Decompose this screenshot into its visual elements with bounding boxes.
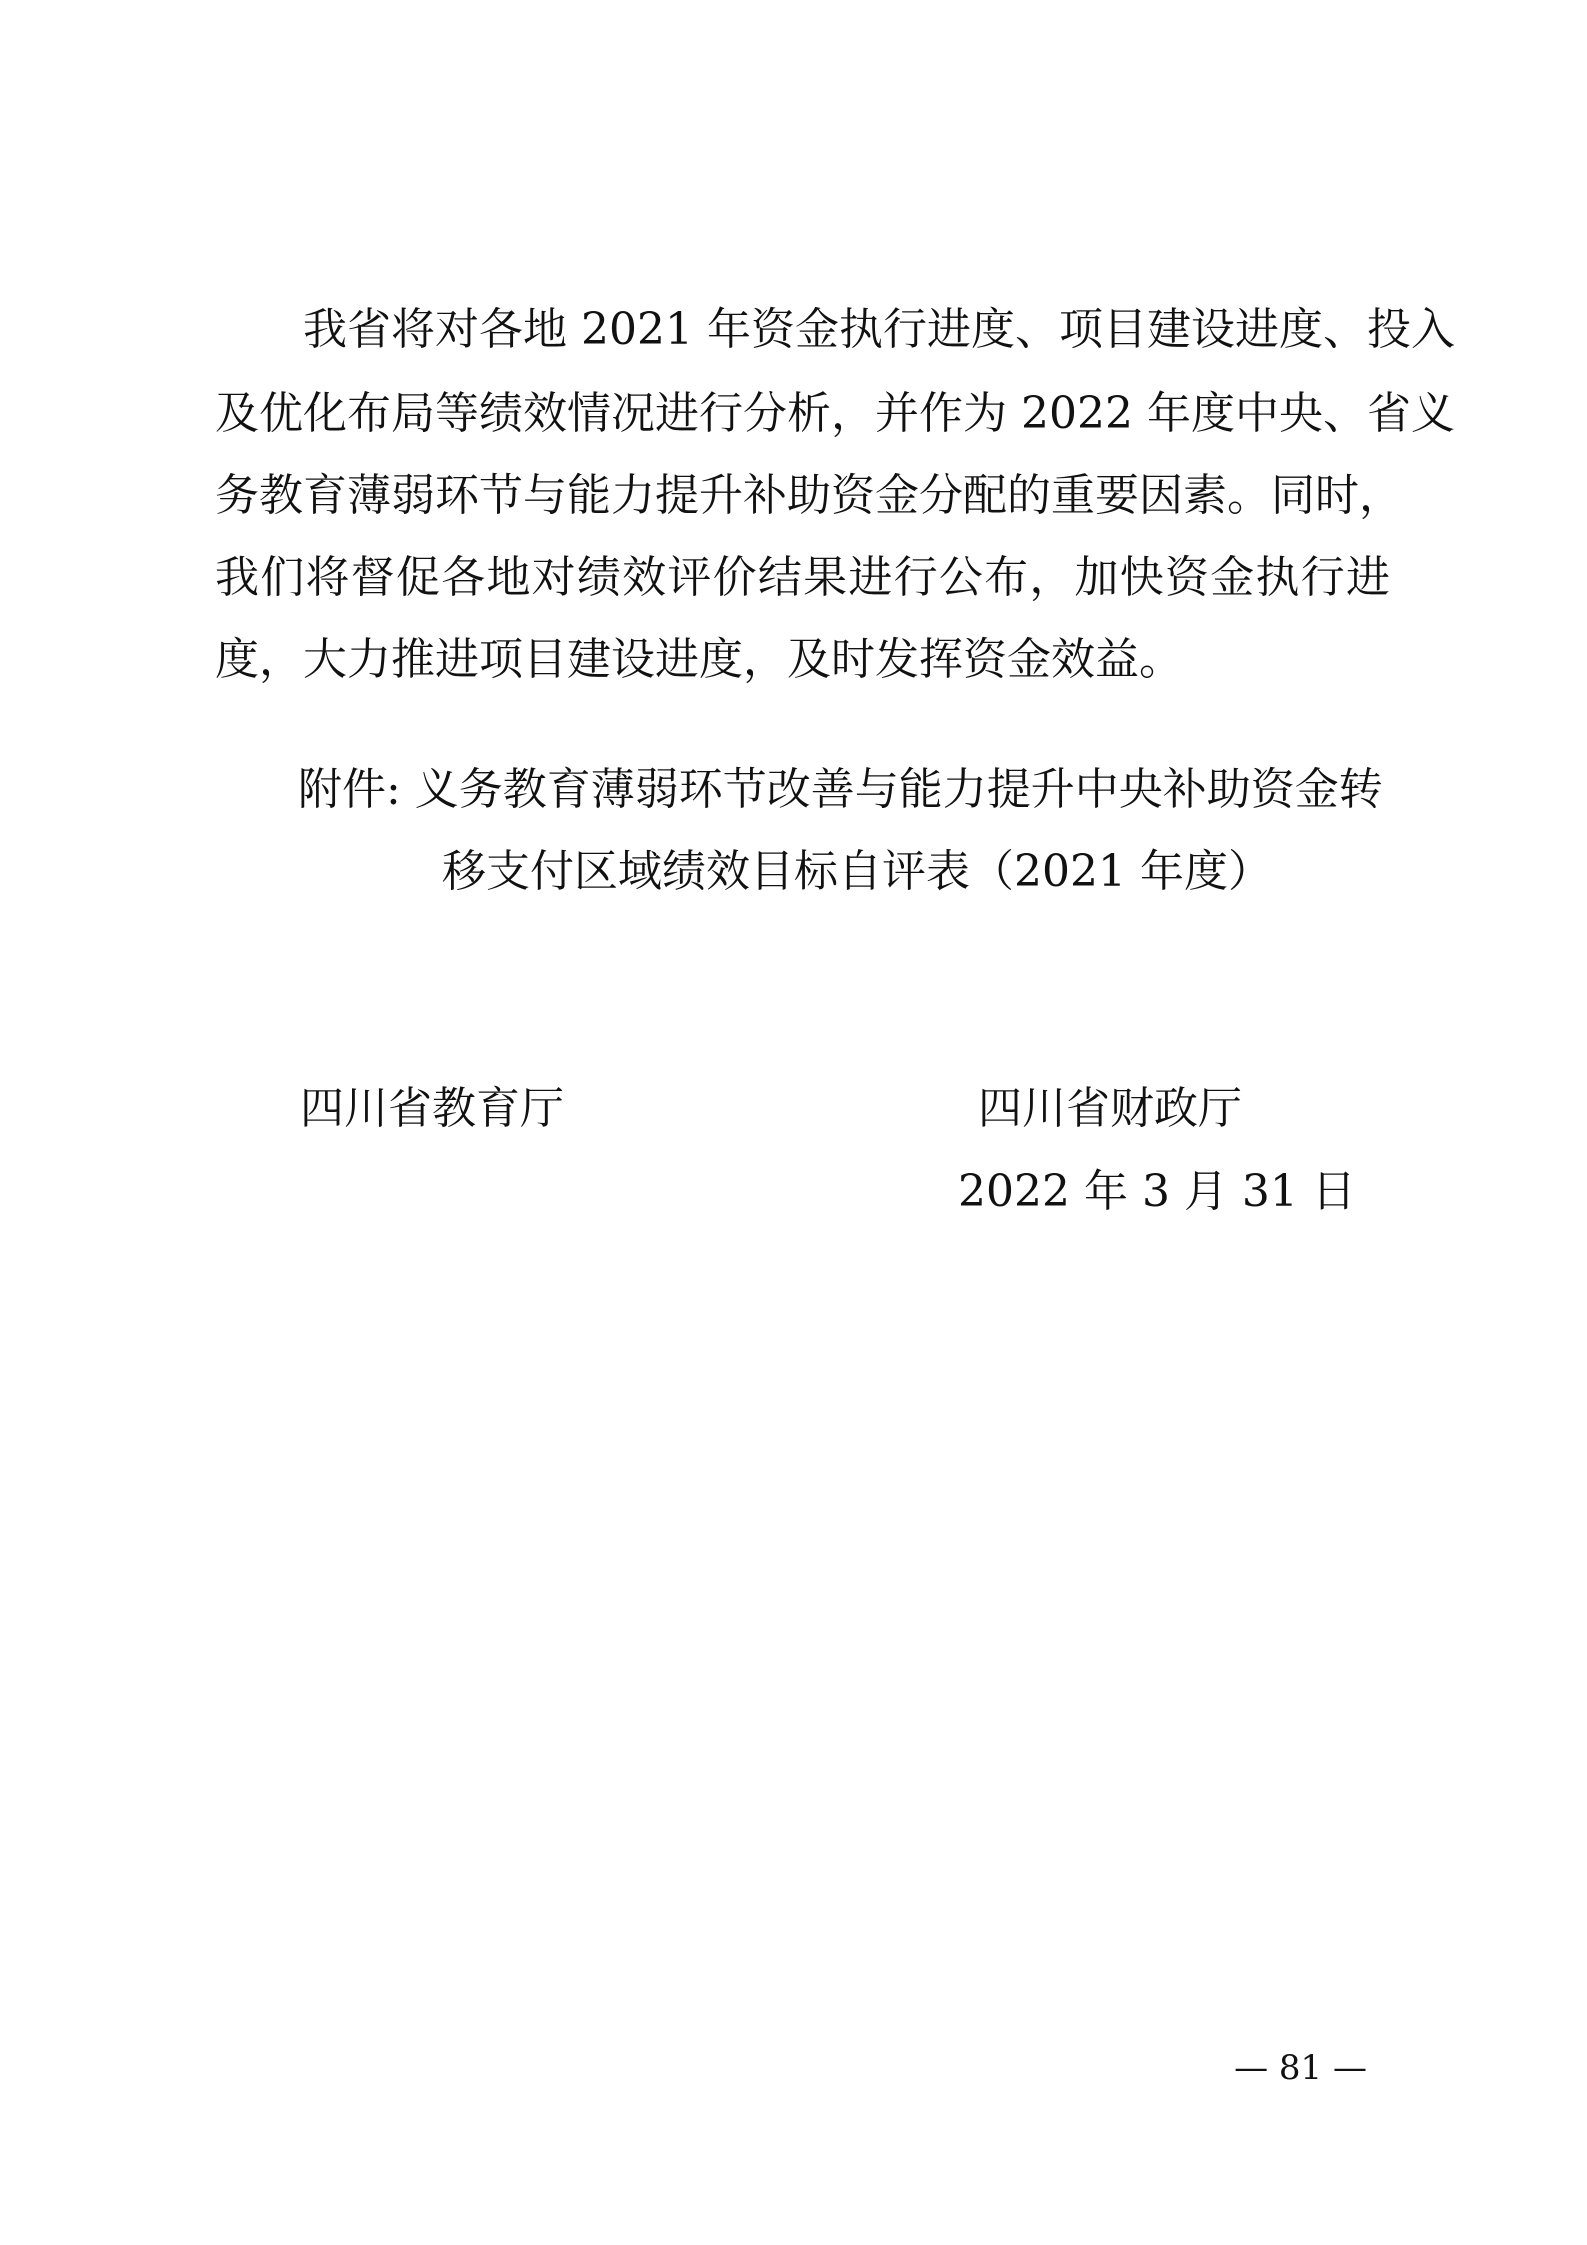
signature-left-org: 四川省教育厅	[300, 1083, 564, 1134]
attachment-line-2: 移支付区域绩效目标自评表（2021 年度）	[442, 846, 1272, 897]
paragraph-line-1: 我省将对各地 2021 年资金执行进度、项目建设进度、投入	[215, 304, 1455, 355]
paragraph-line-3: 务教育薄弱环节与能力提升补助资金分配的重要因素。同时，	[215, 470, 1403, 521]
signature-date: 2022 年 3 月 31 日	[958, 1166, 1356, 1217]
paragraph-line-4: 我们将督促各地对绩效评价结果进行公布，加快资金执行进	[215, 552, 1390, 603]
paragraph-line-2: 及优化布局等绩效情况进行分析，并作为 2022 年度中央、省义	[215, 388, 1455, 439]
paragraph-line-5: 度，大力推进项目建设进度，及时发挥资金效益。	[215, 634, 1183, 685]
attachment-line-1: 附件: 义务教育薄弱环节改善与能力提升中央补助资金转	[298, 764, 1383, 815]
page-number: — 81 —	[1234, 2048, 1367, 2088]
signature-right-org: 四川省财政厅	[978, 1083, 1242, 1134]
